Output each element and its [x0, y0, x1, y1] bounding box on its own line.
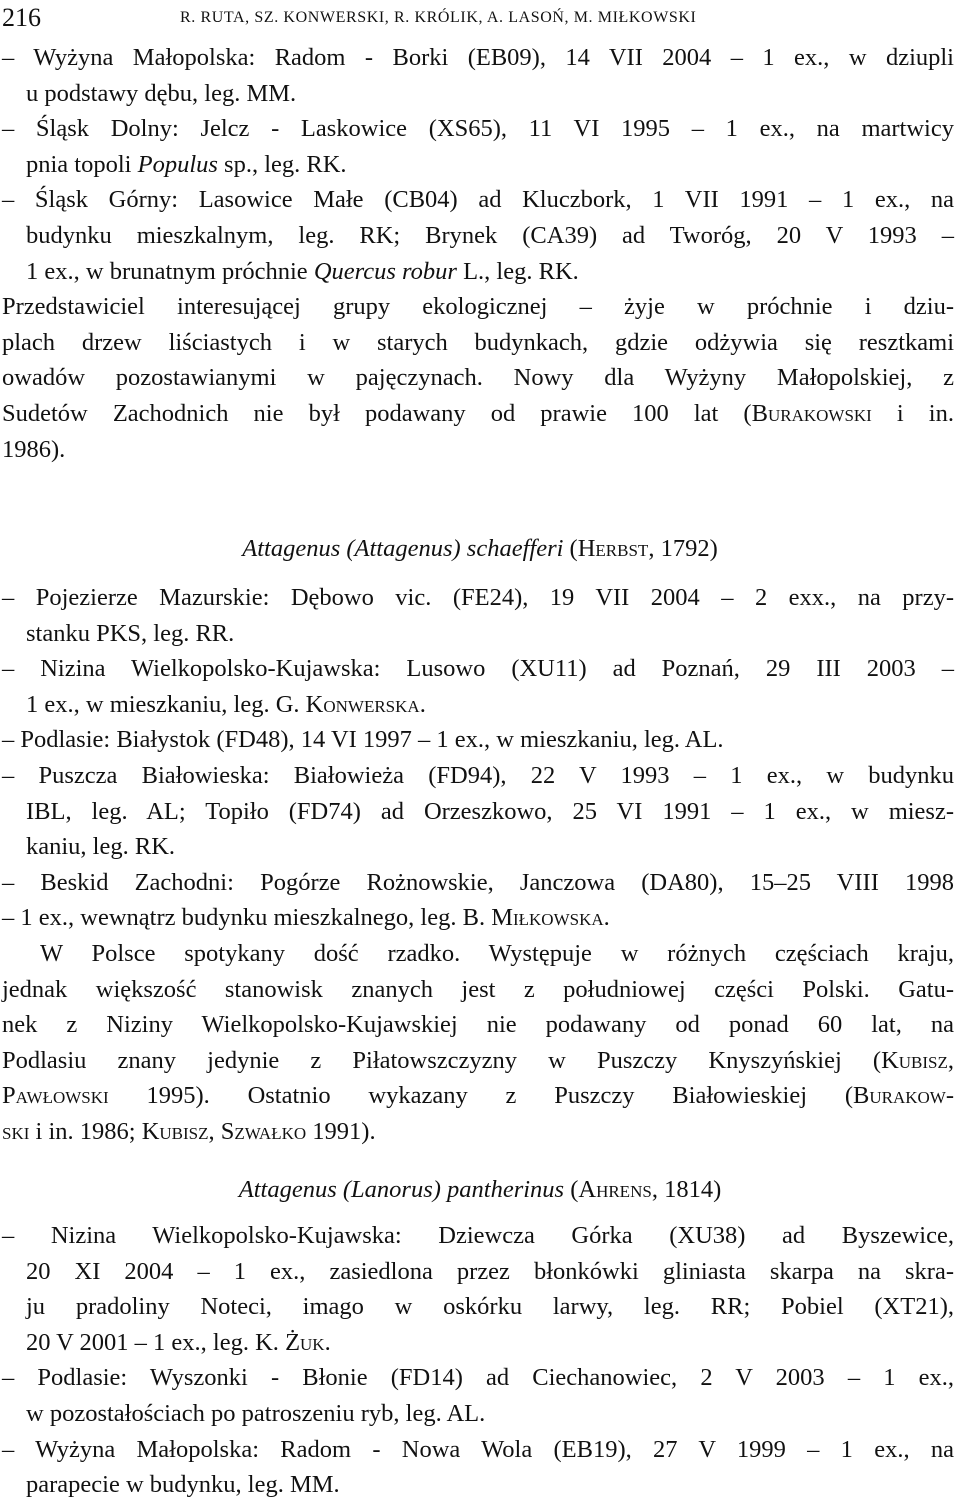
collector-name: Konwerska [305, 690, 420, 718]
text-line: – Podlasie: Białystok (FD48), 14 VI 1997 – 1 ex., w mieszkaniu, leg. AL. [2, 726, 724, 754]
text-line: pnia topoli Populus sp., leg. RK. [26, 150, 347, 178]
cited-author: Burakow- [853, 1082, 954, 1110]
cited-author: Burakowski [751, 399, 872, 427]
cited-author: Pawłowski [2, 1082, 109, 1110]
text-line: 1 ex., w brunatnym próchnie Quercus robur L., leg. RK. [26, 257, 579, 285]
text-line: ski i in. 1986; Kubisz, Szwałko 1991). [2, 1117, 376, 1145]
text-line: budynku mieszkalnym, leg. RK; Brynek (CA39) ad Tworóg, 20 V 1993 – [26, 221, 954, 249]
text-line: Pawłowski 1995). Ostatnio wykazany z Puszczy Białowieskiej (Burakow- [2, 1082, 954, 1110]
text-line: – Beskid Zachodni: Pogórze Rożnowskie, Janczowa (DA80), 15–25 VIII 1998 [2, 868, 954, 896]
taxon-name: Quercus robur [313, 257, 457, 285]
records-block-2 [2, 580, 954, 1150]
species-heading: Attagenus (Lanorus) pantherinus (Ahrens, 1814) [238, 1176, 722, 1203]
cited-author: Kubisz [881, 1046, 948, 1074]
text-line: – Śląsk Dolny: Jelcz - Laskowice (XS65), 11 VI 1995 – 1 ex., na martwicy [2, 115, 954, 143]
collector-name: Żuk [285, 1328, 325, 1356]
text-line: – Podlasie: Wyszonki - Błonie (FD14) ad Ciechanowiec, 2 V 2003 – 1 ex., [2, 1364, 954, 1392]
text-line: 20 V 2001 – 1 ex., leg. K. Żuk. [26, 1328, 331, 1356]
text-line: owadów pozostawianymi w pajęczynach. Nowy dla Wyżyny Małopolskiej, z [2, 364, 954, 392]
text-line: parapecie w budynku, leg. MM. [26, 1471, 340, 1499]
text-line: – Wyżyna Małopolska: Radom - Nowa Wola (EB19), 27 V 1999 – 1 ex., na [2, 1435, 954, 1463]
species-author: Herbst [577, 535, 649, 562]
running-authors: R. RUTA, SZ. KONWERSKI, R. KRÓLIK, A. LASOŃ, M. MIŁKOWSKI [180, 9, 697, 26]
collector-name: Miłkowska [491, 904, 604, 932]
text-line: – Nizina Wielkopolsko-Kujawska: Dziewcza Górka (XU38) ad Byszewice, [2, 1222, 954, 1249]
text-line: – Śląsk Górny: Lasowice Małe (CB04) ad Kluczbork, 1 VII 1991 – 1 ex., na [2, 186, 954, 214]
text-line: 20 XI 2004 – 1 ex., zasiedlona przez błonkówki gliniasta skarpa na skra- [26, 1257, 954, 1285]
text-line: – Puszcza Białowieska: Białowieża (FD94), 22 V 1993 – 1 ex., w budynku [2, 761, 954, 789]
running-header [2, 2, 956, 34]
text-line: kaniu, leg. RK. [26, 833, 176, 861]
text-line: u podstawy dębu, leg. MM. [26, 79, 297, 107]
text-line: Sudetów Zachodnich nie był podawany od prawie 100 lat (Burakowski i in. [2, 399, 954, 427]
records-block-1 [2, 40, 954, 467]
page-number: 216 [2, 3, 41, 32]
text-line: nek z Niziny Wielkopolsko-Kujawskiej nie podawany od ponad 60 lat, na [2, 1011, 954, 1039]
species-name: Attagenus (Attagenus) schaefferi [242, 535, 564, 562]
text-line: plach drzew liściastych i w starych budynkach, gdzie odżywia się resztkami [2, 328, 954, 356]
text-line: – 1 ex., wewnątrz budynku mieszkalnego, leg. B. Miłkowska. [2, 904, 610, 932]
text-line: W Polsce spotykany dość rzadko. Występuje w różnych częściach kraju, [40, 939, 954, 967]
text-line: 1986). [2, 435, 66, 463]
text-line: stanku PKS, leg. RR. [26, 619, 235, 647]
text-line: ju pradoliny Noteci, imago w oskórku larwy, leg. RR; Pobiel (XT21), [26, 1293, 954, 1321]
text-line: 1 ex., w mieszkaniu, leg. G. Konwerska. [26, 690, 426, 718]
text-line: IBL, leg. AL; Topiło (FD74) ad Orzeszkowo, 25 VI 1991 – 1 ex., w miesz- [26, 797, 954, 825]
species-author: Ahrens [578, 1176, 652, 1203]
cited-author: ski [2, 1117, 30, 1145]
taxon-name: Populus [137, 150, 218, 178]
text-line: – Pojezierze Mazurskie: Dębowo vic. (FE24), 19 VII 2004 – 2 exx., na przy- [2, 584, 954, 611]
records-block-3 [2, 1218, 954, 1503]
text-line: – Nizina Wielkopolsko-Kujawska: Lusowo (XU11) ad Poznań, 29 III 2003 – [2, 655, 954, 683]
cited-author: Szwałko [220, 1117, 307, 1145]
text-line: jednak większość stanowisk znanych jest z południowej części Polski. Gatu- [2, 975, 954, 1003]
cited-author: Kubisz [141, 1117, 209, 1145]
text-line: – Wyżyna Małopolska: Radom - Borki (EB09), 14 VII 2004 – 1 ex., w dziupli [2, 44, 954, 71]
species-heading: Attagenus (Attagenus) schaefferi (Herbst, 1792) [242, 535, 718, 562]
text-line: Podlasiu znany jedynie z Piłatowszczyzny w Puszczy Knyszyńskiej (Kubisz, [2, 1046, 954, 1074]
species-name: Attagenus (Lanorus) pantherinus [238, 1176, 565, 1203]
text-line: w pozostałościach po patroszeniu ryb, leg. AL. [26, 1399, 486, 1427]
text-line: Przedstawiciel interesującej grupy ekologicznej – żyje w próchnie i dziu- [2, 293, 954, 321]
